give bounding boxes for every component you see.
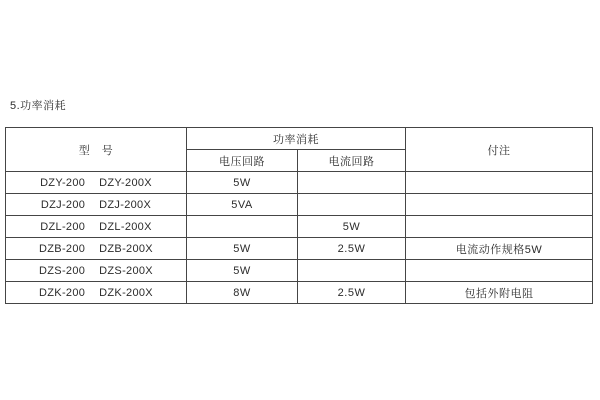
current-value [298,260,406,282]
model-name: DZK-200 [39,286,86,299]
model-name: DZB-200 [39,242,86,255]
table-row [6,194,593,216]
voltage-value: 5W [187,238,298,260]
current-value: 2.5W [298,282,406,304]
model-cell [6,282,187,304]
model-name-x: DZS-200X [99,264,153,277]
table-row [6,216,593,238]
note-cell [406,172,593,194]
model-pair [8,221,184,233]
table-row [6,260,593,282]
note-cell [406,260,593,282]
header-power-consumption: 功率消耗 [187,128,406,150]
header-current-circuit: 电流回路 [298,150,406,172]
model-name-x: DZL-200X [99,220,152,233]
model-name: DZS-200 [39,264,86,277]
voltage-value: 5W [187,172,298,194]
current-value: 5W [298,216,406,238]
model-pair [8,199,184,211]
current-value [298,172,406,194]
model-name-x: DZB-200X [99,242,153,255]
model-cell [6,238,187,260]
model-pair [8,243,184,255]
model-name-x: DZJ-200X [99,198,152,211]
model-pair [8,265,184,277]
model-cell [6,194,187,216]
header-notes: 付注 [406,128,593,172]
voltage-value: 5VA [187,194,298,216]
current-value [298,194,406,216]
table-row [6,238,593,260]
header-voltage-circuit: 电压回路 [187,150,298,172]
note-cell [406,216,593,238]
model-name: DZY-200 [40,176,86,189]
note-cell: 包括外附电阻 [406,282,593,304]
model-cell [6,216,187,238]
model-pair [8,287,184,299]
model-name-x: DZK-200X [99,286,153,299]
header-row-top [6,128,593,150]
voltage-value: 8W [187,282,298,304]
power-consumption-table [5,127,593,304]
current-value: 2.5W [298,238,406,260]
table-row [6,282,593,304]
table-row [6,172,593,194]
header-model: 型 号 [6,128,187,172]
note-cell: 电流动作规格5W [406,238,593,260]
note-cell [406,194,593,216]
model-name: DZL-200 [40,220,86,233]
model-name-x: DZY-200X [99,176,152,189]
model-cell [6,260,187,282]
model-pair [8,177,184,189]
voltage-value: 5W [187,260,298,282]
model-cell [6,172,187,194]
section-title: 5.功率消耗 [10,100,67,112]
voltage-value [187,216,298,238]
model-name: DZJ-200 [40,198,86,211]
